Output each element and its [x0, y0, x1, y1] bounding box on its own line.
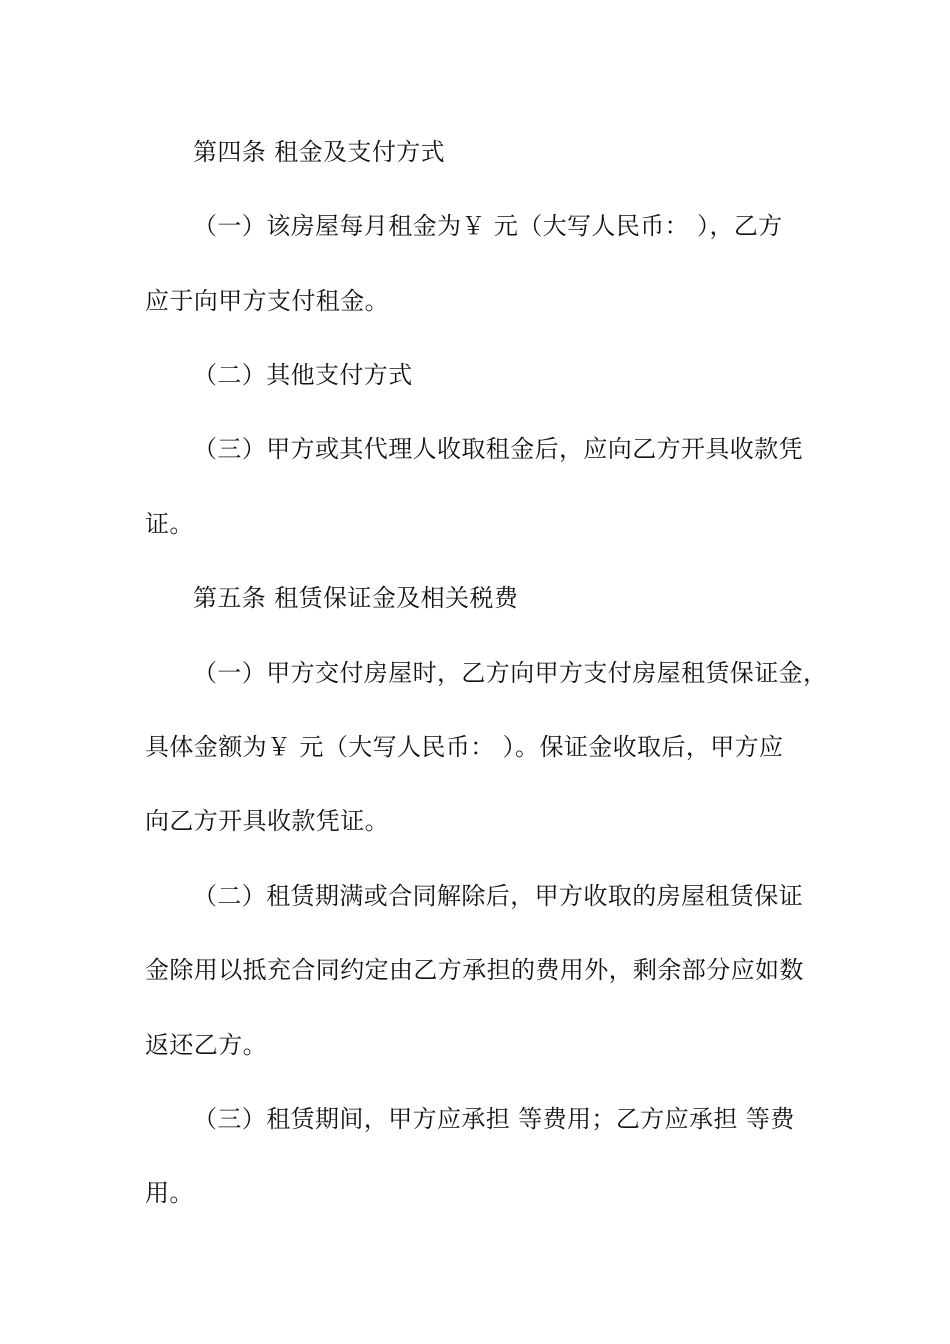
paragraph-line: （三）租赁期间，甲方应承担 等费用；乙方应承担 等费	[193, 1105, 795, 1133]
paragraph-line: 应于向甲方支付租金。	[145, 287, 389, 315]
paragraph-line: （一）该房屋每月租金为￥ 元（大写人民币： ），乙方	[193, 212, 783, 240]
paragraph-line: 具体金额为￥ 元（大写人民币： ）。保证金收取后，甲方应	[145, 733, 784, 761]
paragraph-line: （三）甲方或其代理人收取租金后，应向乙方开具收款凭	[193, 435, 803, 463]
article-4-heading: 第四条 租金及支付方式	[193, 138, 446, 166]
paragraph-line: 金除用以抵充合同约定由乙方承担的费用外，剩余部分应如数	[145, 956, 804, 984]
article-5-heading: 第五条 租赁保证金及相关税费	[193, 584, 519, 612]
paragraph-line: 返还乙方。	[145, 1031, 267, 1059]
paragraph-line: （一）甲方交付房屋时，乙方向甲方支付房屋租赁保证金，	[193, 659, 828, 687]
paragraph-line: （二）租赁期满或合同解除后，甲方收取的房屋租赁保证	[193, 882, 803, 910]
paragraph-line: （二）其他支付方式	[193, 361, 413, 389]
paragraph-line: 向乙方开具收款凭证。	[145, 807, 389, 835]
paragraph-line: 证。	[145, 510, 194, 538]
paragraph-line: 用。	[145, 1179, 194, 1207]
